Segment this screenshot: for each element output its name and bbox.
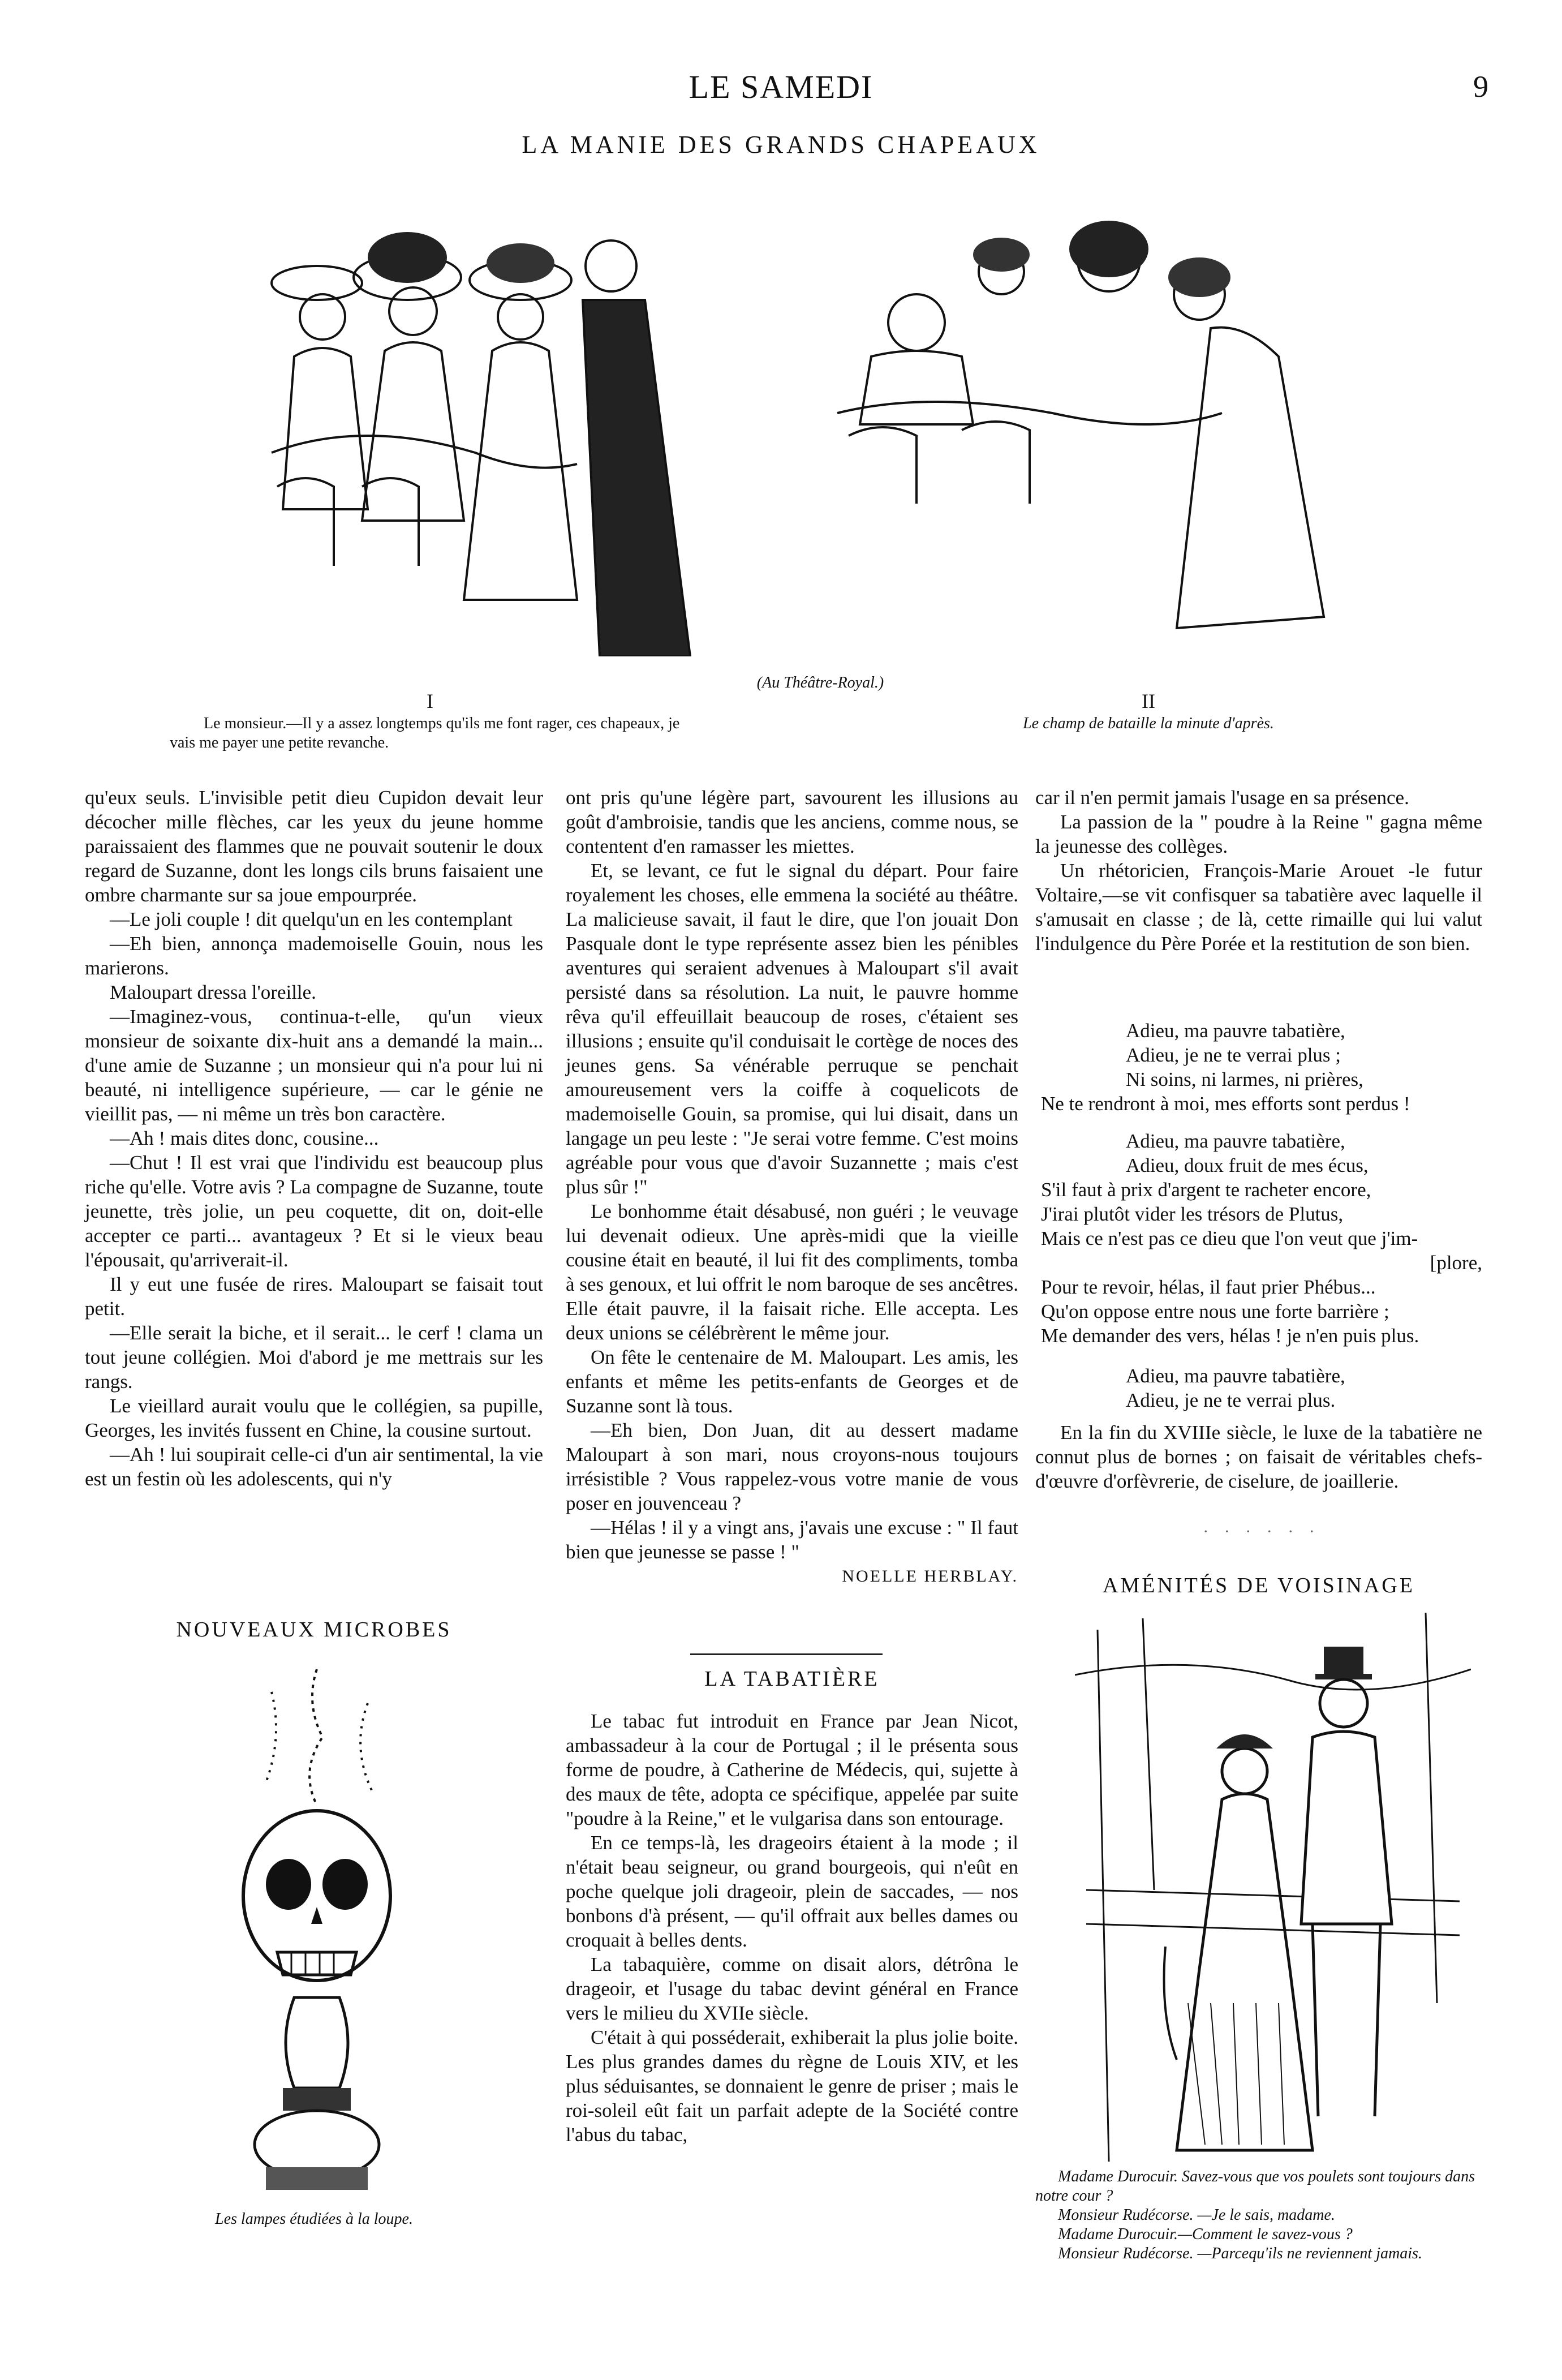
column-1-text: [85, 785, 543, 1491]
col1-paragraph: —Le joli couple ! dit quelqu'un en les contemplant: [110, 908, 513, 930]
caption-line: Monsieur Rudécorse. —Je le sais, madame.: [1058, 2206, 1335, 2224]
tabatiere-paragraph: En ce temps-là, les drageoirs étaient à la mode ; il n'était beau seigneur, ou grand bourgeois, qui n'eût en poche quelque joli drageoir, plein de saccades, — nos bonbons d'à présent, — qu'il offrait aux belles dames ou croquait à belles dents.: [566, 1832, 1018, 1951]
poem-line: Adieu, ma pauvre tabatière,: [1126, 1365, 1345, 1387]
col1-paragraph: —Eh bien, annonça mademoiselle Gouin, nous les marierons.: [85, 933, 543, 979]
col2-paragraph: Et, se levant, ce fut le signal du départ. Pour faire royalement les choses, elle emmena la société au théâtre. La malicieuse savait, il faut le dire, que l'on jouait Don Pasquale dont le type représente assez bien les pénibles aventures qui seraient advenues à Maloupart s'il avait persisté dans sa résolution. La nuit, le pauvre homme rêva qu'il effeuillait beaucoup de roses, c'étaient ses illusions ; ensuite qu'il conduisait le cortège de noces des jeunes gens. Sa vénérable perruque se penchait amoureusement vers la coiffe à coquelicots de mademoiselle Gouin, sa promise, qui lui disait, dans un langage un peu leste : "Je serai votre femme. C'est moins agréable pour vous que d'avoir Suzannette ; mais c'est plus sûr !": [566, 860, 1018, 1198]
caption-line: Madame Durocuir.—Comment le savez-vous ?: [1058, 2226, 1353, 2243]
cartoon-right-illustration: [815, 187, 1341, 668]
caption-line: Monsieur Rudécorse. —Parcequ'ils ne reviennent jamais.: [1058, 2245, 1422, 2262]
column-3-text: [1035, 785, 1482, 956]
poem-line: [plore,: [1430, 1252, 1482, 1274]
page-number: 9: [1473, 70, 1488, 104]
col1-paragraph: —Ah ! mais dites donc, cousine...: [110, 1127, 379, 1149]
voisinage-section-title: AMÉNITÉS DE VOISINAGE: [1103, 1574, 1415, 1597]
poem-line: J'irai plutôt vider les trésors de Plutus,: [1041, 1203, 1344, 1225]
skull-lamp-illustration: [204, 1658, 430, 2201]
col1-paragraph: —Ah ! lui soupirait celle-ci d'un air sentimental, la vie est un festin où les adolescents, qui n'y: [85, 1444, 543, 1490]
cartoon-center-caption: (Au Théâtre-Royal.): [756, 674, 884, 691]
tabatiere-section-title: LA TABATIÈRE: [704, 1667, 880, 1691]
poem-line: Me demander des vers, hélas ! je n'en puis plus.: [1041, 1325, 1419, 1347]
tabatiere-article: [566, 1709, 1018, 2147]
section-divider: · · · · · ·: [1203, 1522, 1320, 1541]
newspaper-title: LE SAMEDI: [689, 68, 873, 105]
closing-paragraph: En la fin du XVIIIe siècle, le luxe de la tabatière ne connut plus de bornes ; on faisait de véritables chefs-d'œuvre d'orfèvrerie, de ciselure, de joaillerie.: [1035, 1421, 1482, 1492]
poem-line: S'il faut à prix d'argent te racheter encore,: [1041, 1179, 1371, 1201]
col1-paragraph: qu'eux seuls. L'invisible petit dieu Cupidon devait leur décocher mille flèches, car les yeux du jeune homme paraissaient des flammes que ne pouvait soutenir le doux regard de Suzanne, dont les longs cils bruns faisaient une ombre charmante sur sa joue empourprée.: [85, 787, 543, 906]
poem-line: Adieu, doux fruit de mes écus,: [1126, 1154, 1369, 1176]
col1-paragraph: —Chut ! Il est vrai que l'individu est beaucoup plus riche qu'elle. Votre avis ? La compagne de Suzanne, toute jeunette, très jolie, un peu coquette, dit on, doit-elle accepter ce parti... avantageux ? Et si le vieux beau l'épousait, qu'arriverait-il.: [85, 1152, 543, 1271]
poem-line: Adieu, je ne te verrai plus.: [1126, 1389, 1336, 1411]
col1-paragraph: —Elle serait la biche, et il serait... le cerf ! clama un tout jeune collégien. Moi d'abord je me mettrais sur les rangs.: [85, 1322, 543, 1393]
poem-stanza-3: [1041, 1364, 1482, 1412]
col1-paragraph: Il y eut une fusée de rires. Maloupart se faisait tout petit.: [85, 1273, 543, 1320]
col2-paragraph: Le bonhomme était désabusé, non guéri ; le veuvage lui devenait odieux. Une après-midi que la vieille cousine était en beauté, il lui fit des compliments, tomba à ses genoux, et lui offrit le nom baroque de ses ancêtres. Elle était pauvre, il la faisait riche. Elle accepta. Les deux unions se célébrèrent le même jour.: [566, 1200, 1018, 1344]
cartoon-left-illustration: [249, 170, 718, 656]
cartoon-right-caption: Le champ de bataille la minute d'après.: [1023, 715, 1274, 732]
poem-line: Ni soins, ni larmes, ni prières,: [1126, 1068, 1363, 1090]
cartoon-left-number: I: [427, 690, 433, 712]
poem-line: Qu'on oppose entre nous une forte barrière ;: [1041, 1300, 1389, 1322]
col2-paragraph: On fête le centenaire de M. Maloupart. Les amis, les enfants et même les petits-enfants de Georges et de Suzanne sont là tous.: [566, 1346, 1018, 1417]
col2-paragraph: —Hélas ! il y a vingt ans, j'avais une excuse : " Il faut bien que jeunesse se passe ! ": [566, 1517, 1018, 1563]
tabatiere-closing: [1035, 1420, 1482, 1493]
col3-paragraph: Un rhétoricien, François-Marie Arouet -le futur Voltaire,—se vit confisquer sa tabatière avec laquelle il s'amusait en classe ; de là, cette rimaille qui lui valut l'indulgence du Père Porée et la restitution de son bien.: [1035, 860, 1482, 955]
section-rule: [690, 1653, 883, 1655]
tabatiere-paragraph: Le tabac fut introduit en France par Jean Nicot, ambassadeur à la cour de Portugal ; il le présenta sous forme de poudre, à Catherine de Médecis, qui, sujette à des maux de tête, adopta ce spécifique, appelée par suite "poudre à la Reine," et le vulgarisa dans son entourage.: [566, 1710, 1018, 1829]
article-signature: NOELLE HERBLAY.: [842, 1567, 1018, 1586]
neighbours-illustration: [1075, 1607, 1471, 2162]
caption-line: Madame Durocuir. Savez-vous que vos poulets sont toujours dans notre cour ?: [1035, 2168, 1475, 2205]
poem-line: Adieu, ma pauvre tabatière,: [1126, 1020, 1345, 1042]
col2-paragraph: —Eh bien, Don Juan, dit au dessert madame Maloupart à son mari, nous croyons-nous toujours irrésistible ? Vous rappelez-vous votre manie de vous poser en jouvenceau ?: [566, 1419, 1018, 1514]
tabatiere-paragraph: La tabaquière, comme on disait alors, détrôna le drageoir, et l'usage du tabac devint général en France vers le milieu du XVIIe siècle.: [566, 1953, 1018, 2024]
poem-line: Adieu, je ne te verrai plus ;: [1126, 1044, 1341, 1066]
tabatiere-paragraph: C'était à qui posséderait, exhiberait la plus jolie boite. Les plus grandes dames du règne de Louis XIV, et les plus séduisantes, se donnaient le genre de priser ; mais le roi-soleil eût fait un parfait adepte de la Société contre l'abus du tabac,: [566, 2026, 1018, 2146]
cartoon-right-number: II: [1142, 690, 1155, 712]
cartoon-headline: LA MANIE DES GRANDS CHAPEAUX: [522, 131, 1040, 158]
poem-stanza-2: [1041, 1129, 1482, 1348]
col2-paragraph: ont pris qu'une légère part, savourent les illusions au goût d'ambroisie, tandis que les anciens, comme nous, se contentent d'en ramasser les miettes.: [566, 787, 1018, 857]
microbes-caption: Les lampes étudiées à la loupe.: [215, 2210, 413, 2228]
poem-line: Adieu, ma pauvre tabatière,: [1126, 1130, 1345, 1152]
col1-paragraph: —Imaginez-vous, continua-t-elle, qu'un vieux monsieur de soixante dix-huit ans a demandé la main... d'une amie de Suzanne ; un monsieur qui n'a pour lui ni beauté, ni intelligence supérieure, — car le génie ne vieillit pas, — ni même un très bon caractère.: [85, 1006, 543, 1125]
microbes-section-title: NOUVEAUX MICROBES: [176, 1618, 452, 1642]
poem-line: Pour te revoir, hélas, il faut prier Phébus...: [1041, 1276, 1376, 1298]
voisinage-caption: [1035, 2167, 1482, 2263]
col1-paragraph: Le vieillard aurait voulu que le collégien, sa pupille, Georges, les invités fussent en Chine, la cousine surtout.: [85, 1395, 543, 1441]
poem-stanza-1: [1041, 1019, 1482, 1116]
col1-paragraph: Maloupart dressa l'oreille.: [110, 981, 316, 1003]
col3-paragraph: La passion de la " poudre à la Reine " gagna même la jeunesse des collèges.: [1035, 811, 1482, 857]
col3-paragraph: car il n'en permit jamais l'usage en sa présence.: [1035, 787, 1409, 809]
poem-line: Mais ce n'est pas ce dieu que l'on veut que j'im-: [1041, 1227, 1418, 1249]
cartoon-left-caption: Le monsieur.—Il y a assez longtemps qu'ils me font rager, ces chapeaux, je vais me payer une petite revanche.: [170, 715, 680, 751]
poem-line: Ne te rendront à moi, mes efforts sont perdus !: [1041, 1093, 1410, 1115]
column-2-text: [566, 785, 1018, 1588]
